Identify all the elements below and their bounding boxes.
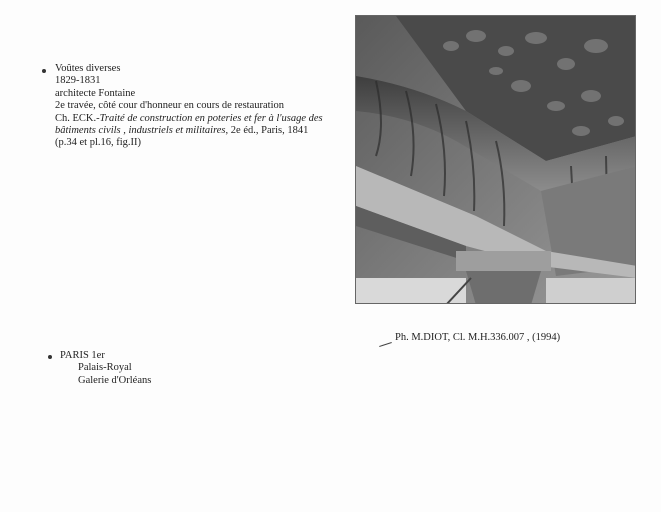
vault-photo-illustration — [356, 16, 636, 304]
entry-reference-pages: (p.34 et pl.16, fig.II) — [55, 137, 142, 149]
photo-caption: Ph. M.DIOT, Cl. M.H.336.007 , (1994) — [395, 332, 561, 343]
entry-reference-line2 — [55, 125, 323, 137]
reference-title-part2: bâtiments civils , industriels et militaires — [55, 125, 226, 137]
caption-pointer-line — [379, 342, 392, 347]
reference-author: Ch. ECK.- — [55, 112, 100, 124]
vault-photograph — [355, 15, 636, 304]
entry-architect: architecte Fontaine — [55, 87, 136, 99]
entry-dates: 1829-1831 — [55, 75, 101, 87]
address-city: PARIS 1er — [60, 350, 105, 361]
address-gallery: Galerie d'Orléans — [78, 374, 152, 386]
bullet-address — [48, 355, 52, 359]
address-block — [60, 350, 151, 387]
reference-edition: , 2e éd., Paris, 1841 — [225, 125, 309, 137]
reference-title-part1: Traité de construction en poteries et fer à l'usage des — [99, 112, 323, 124]
entry-location-note: 2e travée, côté cour d'honneur en cours de restauration — [55, 100, 285, 112]
entry-title: Voûtes diverses — [55, 63, 121, 74]
address-building: Palais-Royal — [78, 362, 132, 374]
bullet-entry — [42, 69, 46, 73]
entry-reference-line1 — [55, 113, 323, 125]
entry-block — [55, 63, 323, 150]
